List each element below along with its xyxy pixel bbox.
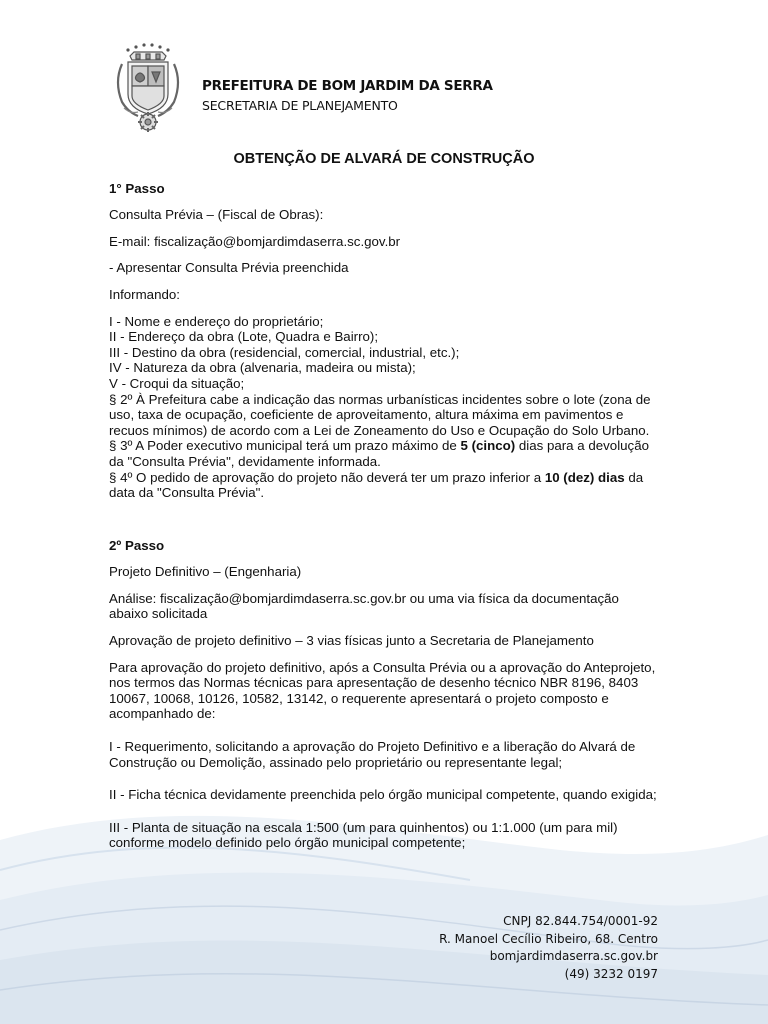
step2-heading: 2º Passo	[109, 537, 165, 553]
step2-requirement-3: III - Planta de situação na escala 1:500 (um para quinhentos) ou 1:1.000 (um para mil) conforme modelo definido pelo órgão municipal competente;	[109, 819, 618, 851]
paragraph-3-text-end: dias para a devolução da "Consulta Prévia", devidamente informada.	[109, 438, 649, 469]
paragraph-4	[109, 470, 659, 501]
step2-analise: Análise: fiscalização@bomjardimdaserra.sc.gov.br ou uma via física da documentação abaixo solicitada	[109, 590, 619, 622]
step1-items-list	[109, 314, 659, 501]
paragraph-4-text-end: da data da "Consulta Prévia".	[109, 469, 644, 501]
footer-address: R. Manoel Cecílio Ribeiro, 68. Centro	[439, 931, 658, 946]
list-item: § 2º À Prefeitura cabe a indicação das normas urbanísticas incidentes sobre o lote (zona de uso, taxa de ocupação, coeficiente de aproveitamento, altura máxima em pavimentos e recuos mínimos) de acordo com a Lei de Zoneamento do Uso e Ocupação do Solo Urbano.	[109, 391, 651, 438]
footer-contact	[439, 913, 658, 983]
step2-intro: Para aprovação do projeto definitivo, após a Consulta Prévia ou a aprovação do Anteprojeto, nos termos das Normas técnicas para apresentação de desenho técnico NBR 8196, 8403 10067, 10068, 10126, 10582, 13142, o requerente apresentará o projeto composto e acompanhado de:	[109, 659, 656, 722]
document-title: OBTENÇÃO DE ALVARÁ DE CONSTRUÇÃO	[233, 151, 535, 167]
footer-website: bomjardimdaserra.sc.gov.br	[489, 949, 658, 963]
list-item: V - Croqui da situação;	[109, 375, 245, 391]
document-body	[109, 152, 659, 862]
step1-apresentar: - Apresentar Consulta Prévia preenchida	[109, 260, 349, 276]
crest-icon	[108, 42, 188, 134]
paragraph-3	[109, 438, 659, 469]
step2-requirement-2: II - Ficha técnica devidamente preenchida pelo órgão municipal competente, quando exigida;	[109, 787, 657, 803]
org-name: PREFEITURA DE BOM JARDIM DA SERRA	[202, 78, 493, 94]
step2-aprovacao: Aprovação de projeto definitivo – 3 vias físicas junto a Secretaria de Planejamento	[109, 633, 594, 649]
paragraph-4-deadline: 10 (dez) dias	[544, 469, 625, 485]
list-item: III - Destino da obra (residencial, comercial, industrial, etc.);	[109, 344, 460, 360]
step1-informando: Informando:	[109, 286, 180, 302]
paragraph-3-deadline: 5 (cinco)	[460, 438, 516, 454]
step1-heading: 1° Passo	[109, 180, 165, 196]
paragraph-3-text: § 3º A Poder executivo municipal terá um prazo máximo de	[109, 438, 461, 454]
list-item: I - Nome e endereço do proprietário;	[109, 313, 324, 329]
list-item: IV - Natureza da obra (alvenaria, madeira ou mista);	[109, 360, 416, 376]
step1-consulta: Consulta Prévia – (Fiscal de Obras):	[109, 207, 324, 223]
footer-phone: (49) 3232 0197	[564, 966, 658, 981]
paragraph-4-text: § 4º O pedido de aprovação do projeto não deverá ter um prazo inferior a	[109, 469, 545, 485]
footer-cnpj: CNPJ 82.844.754/0001-92	[503, 914, 658, 928]
list-item: II - Endereço da obra (Lote, Quadra e Bairro);	[109, 329, 379, 345]
step2-projeto: Projeto Definitivo – (Engenharia)	[109, 564, 302, 580]
department-name: SECRETARIA DE PLANEJAMENTO	[202, 98, 398, 113]
step1-email: E-mail: fiscalização@bomjardimdaserra.sc.gov.br	[109, 233, 401, 249]
step2-requirement-1: I - Requerimento, solicitando a aprovação do Projeto Definitivo e a liberação do Alvará de Construção ou Demolição, assinado pelo proprietário ou representante legal;	[109, 739, 636, 770]
